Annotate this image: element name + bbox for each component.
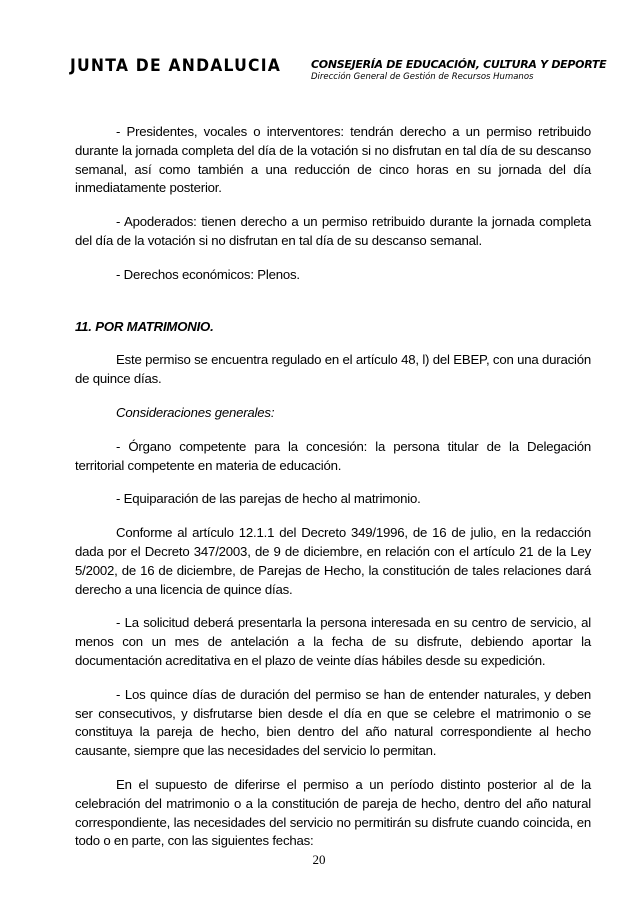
brand-logo-text: JUNTA DE ANDALUCIA (70, 56, 282, 76)
subheading-consideraciones: Consideraciones generales: (116, 404, 275, 420)
page-number: 20 (312, 852, 326, 867)
paragraph-organo-competente: - Órgano competente para la concesión: la persona titular de la Delegación territorial competente en materia de educación. (75, 438, 591, 473)
ministry-name: CONSEJERÍA DE EDUCACIÓN, CULTURA Y DEPORTE (311, 58, 607, 71)
direction-name: Dirección General de Gestión de Recursos Humanos (311, 72, 534, 82)
paragraph-regulacion: Este permiso se encuentra regulado en el artículo 48, l) del EBEP, con una duración de quince días. (75, 352, 591, 387)
paragraph-presidentes: - Presidentes, vocales o interventores: tendrán derecho a un permiso retribuido durante la jornada completa del día de la votación si no disfrutan en tal día de su descanso semanal, así como también a una reducción de cinco horas en su jornada del día inmediatamente posterior. (75, 124, 591, 196)
paragraph-apoderados: - Apoderados: tienen derecho a un permiso retribuido durante la jornada completa del día de la votación si no disfrutan en tal día de su descanso semanal. (75, 214, 591, 248)
document-body (75, 123, 591, 866)
header-institution (311, 58, 607, 82)
section-title: 11. POR MATRIMONIO. (75, 318, 214, 334)
paragraph-equiparacion: - Equiparación de las parejas de hecho al matrimonio. (116, 491, 421, 507)
paragraph-solicitud: - La solicitud deberá presentarla la persona interesada en su centro de servicio, al menos con un mes de antelación a la fecha de su disfrute, debiendo aportar la documentación acreditativa en el plazo de veinte días hábiles desde su expedición. (75, 615, 591, 668)
paragraph-quince-dias: - Los quince días de duración del permiso se han de entender naturales, y deben ser consecutivos, y disfrutarse bien desde el día en que se celebre el matrimonio o se constituya la pareja de hecho, bien dentro del año natural correspondiente al hecho causante, siempre que las necesidades del servicio lo permitan. (75, 686, 591, 759)
paragraph-decreto: Conforme al artículo 12.1.1 del Decreto 349/1996, de 16 de julio, en la redacción dada por el Decreto 347/2003, de 9 de diciembre, en relación con el artículo 21 de la Ley 5/2002, de 16 de diciembre, de Parejas de Hecho, la constitución de tales relaciones dará derecho a una licencia de quince días. (75, 525, 591, 597)
paragraph-derechos-economicos: - Derechos económicos: Plenos. (116, 266, 300, 282)
paragraph-diferir-permiso: En el supuesto de diferirse el permiso a un período distinto posterior al de la celebración del matrimonio o a la constitución de pareja de hecho, dentro del año natural correspondiente, las necesidades del servicio no permitirán su disfrute cuando coincida, en todo o en parte, con las siguientes fechas: (75, 776, 591, 849)
